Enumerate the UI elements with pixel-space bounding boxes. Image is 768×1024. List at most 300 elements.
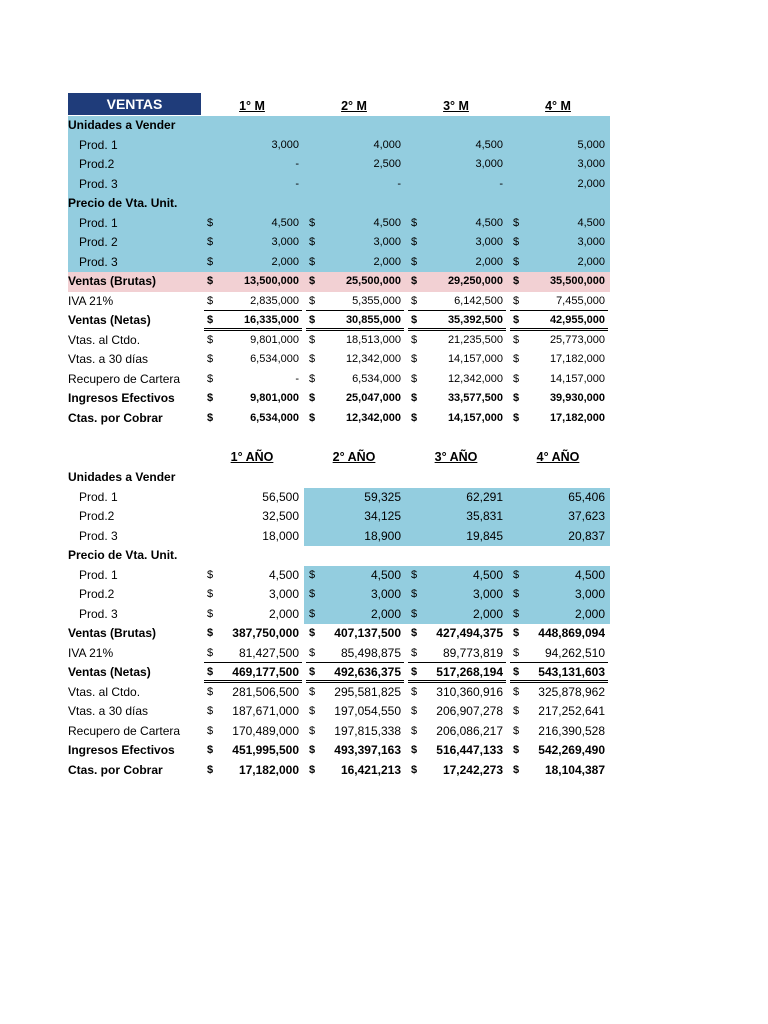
value-cell[interactable] — [510, 605, 608, 625]
value-cell[interactable] — [204, 311, 302, 331]
cell-value: 2,835,000 — [250, 294, 299, 307]
table-row — [68, 527, 608, 547]
cell-value: 85,498,875 — [340, 645, 401, 660]
table-row — [68, 194, 608, 214]
value-cell[interactable] — [204, 370, 302, 390]
value-cell[interactable] — [408, 663, 506, 683]
cell-value: 6,534,000 — [250, 411, 299, 424]
cell-value: 32,500 — [262, 509, 299, 523]
sheet-title: VENTAS — [68, 93, 201, 115]
row-label: Ventas (Brutas) — [68, 272, 202, 292]
currency-symbol: $ — [207, 255, 214, 268]
row-label: Prod.2 — [79, 509, 115, 523]
cell-value: 12,342,000 — [345, 353, 401, 365]
cell-value: 34,125 — [364, 509, 401, 523]
value-cell[interactable] — [510, 409, 608, 429]
cell-value: 9,801,000 — [250, 392, 299, 404]
value-cell[interactable] — [510, 350, 608, 370]
value-cell[interactable] — [306, 741, 404, 761]
cell-value: - — [295, 177, 299, 190]
cell-value: 2,000 — [472, 606, 503, 621]
currency-symbol: $ — [411, 607, 418, 620]
value-cell[interactable] — [306, 683, 404, 703]
value-cell[interactable] — [204, 585, 302, 605]
table-row — [68, 702, 608, 722]
row-label: Prod. 1 — [79, 489, 118, 504]
cell-value: 492,636,375 — [334, 665, 401, 679]
cell-value: 493,397,163 — [334, 743, 401, 757]
value-cell[interactable] — [408, 468, 506, 488]
year-header-3: 3° AÑO — [434, 450, 478, 464]
value-cell[interactable] — [306, 350, 404, 370]
value-cell[interactable] — [204, 272, 302, 292]
currency-symbol: $ — [411, 568, 418, 581]
value-cell[interactable] — [306, 644, 404, 664]
value-cell[interactable] — [204, 663, 302, 683]
currency-symbol: $ — [207, 411, 214, 424]
cell-value: 2,000 — [577, 255, 605, 268]
value-cell[interactable] — [204, 702, 302, 722]
currency-symbol: $ — [309, 763, 316, 776]
year-header-2: 2° AÑO — [332, 450, 376, 464]
row-label: Vtas. al Ctdo. — [68, 332, 141, 347]
value-cell[interactable] — [408, 233, 506, 253]
cell-value: 206,086,217 — [436, 723, 503, 738]
value-cell[interactable] — [510, 292, 608, 312]
value-cell[interactable] — [204, 116, 302, 136]
month-header-3: 3° M — [443, 99, 469, 113]
value-cell[interactable] — [408, 350, 506, 370]
value-cell[interactable] — [306, 409, 404, 429]
cell-value: 3,000 — [373, 236, 401, 248]
value-cell[interactable] — [204, 409, 302, 429]
cell-value: 25,773,000 — [549, 333, 605, 346]
value-cell[interactable] — [306, 175, 404, 195]
value-cell[interactable] — [408, 644, 506, 664]
currency-symbol: $ — [513, 255, 520, 268]
value-cell[interactable] — [204, 468, 302, 488]
value-cell[interactable] — [306, 722, 404, 742]
value-cell[interactable] — [306, 663, 404, 683]
cell-value: 16,421,213 — [340, 762, 401, 777]
value-cell[interactable] — [510, 311, 608, 331]
value-cell[interactable] — [306, 253, 404, 273]
row-label: Prod. 3 — [68, 253, 202, 273]
cell-value: 451,995,500 — [232, 743, 299, 757]
currency-symbol: $ — [207, 333, 214, 346]
currency-symbol: $ — [411, 588, 418, 600]
value-cell[interactable] — [408, 116, 506, 136]
currency-symbol: $ — [207, 705, 214, 717]
value-cell[interactable] — [204, 194, 302, 214]
cell-value: 448,869,094 — [538, 626, 605, 640]
cell-value: 42,955,000 — [549, 314, 605, 326]
value-cell[interactable] — [510, 331, 608, 351]
table-row — [68, 683, 608, 703]
value-cell[interactable] — [204, 546, 302, 566]
value-cell[interactable] — [510, 272, 608, 292]
value-cell[interactable] — [510, 214, 608, 234]
value-cell[interactable] — [408, 566, 506, 586]
currency-symbol: $ — [309, 411, 316, 424]
value-cell[interactable] — [408, 702, 506, 722]
cell-value: 197,815,338 — [334, 723, 401, 738]
cell-value: 25,500,000 — [345, 275, 401, 287]
value-cell[interactable] — [306, 155, 404, 175]
cell-value: 516,447,133 — [436, 743, 503, 757]
currency-symbol: $ — [411, 372, 418, 385]
value-cell[interactable] — [510, 722, 608, 742]
value-cell[interactable] — [204, 507, 302, 527]
table-row — [68, 292, 608, 312]
value-cell[interactable] — [306, 605, 404, 625]
month-header-4: 4° M — [545, 99, 571, 113]
row-label: Ingresos Efectivos — [68, 391, 175, 405]
table-row — [68, 566, 608, 586]
value-cell[interactable] — [408, 605, 506, 625]
currency-symbol: $ — [309, 275, 316, 287]
currency-symbol: $ — [207, 763, 214, 776]
currency-symbol: $ — [207, 744, 214, 756]
value-cell[interactable] — [408, 409, 506, 429]
value-cell[interactable] — [306, 116, 404, 136]
currency-symbol: $ — [309, 314, 316, 326]
table-row — [68, 761, 608, 781]
value-cell[interactable] — [306, 370, 404, 390]
value-cell[interactable] — [408, 527, 506, 547]
currency-symbol: $ — [309, 646, 316, 659]
value-cell[interactable] — [306, 527, 404, 547]
value-cell[interactable] — [408, 546, 506, 566]
value-cell[interactable] — [408, 311, 506, 331]
value-cell[interactable] — [306, 585, 404, 605]
table-row — [68, 116, 608, 136]
value-cell[interactable] — [510, 546, 608, 566]
year-header-1: 1° AÑO — [230, 450, 274, 464]
cell-value: 407,137,500 — [334, 626, 401, 640]
currency-symbol: $ — [513, 294, 520, 307]
table-row — [68, 663, 608, 683]
value-cell[interactable] — [408, 136, 506, 156]
value-cell[interactable] — [306, 311, 404, 331]
currency-symbol: $ — [207, 724, 214, 737]
currency-symbol: $ — [309, 568, 316, 581]
cell-value: 2,500 — [373, 158, 401, 170]
currency-symbol: $ — [411, 353, 418, 365]
value-cell[interactable] — [510, 389, 608, 409]
cell-value: 543,131,603 — [538, 665, 605, 679]
value-cell[interactable] — [408, 488, 506, 508]
value-cell[interactable] — [408, 292, 506, 312]
cell-value: 4,500 — [472, 567, 503, 582]
value-cell[interactable] — [306, 488, 404, 508]
currency-symbol: $ — [309, 353, 316, 365]
value-cell[interactable] — [306, 136, 404, 156]
value-cell[interactable] — [510, 194, 608, 214]
cell-value: - — [295, 158, 299, 170]
currency-symbol: $ — [513, 353, 520, 365]
value-cell[interactable] — [204, 741, 302, 761]
currency-symbol: $ — [309, 294, 316, 307]
cell-value: - — [397, 177, 401, 190]
table-row — [68, 331, 608, 351]
cell-value: 13,500,000 — [243, 275, 299, 287]
value-cell[interactable] — [510, 488, 608, 508]
value-cell[interactable] — [408, 722, 506, 742]
currency-symbol: $ — [309, 216, 316, 229]
value-cell[interactable] — [204, 253, 302, 273]
currency-symbol: $ — [513, 236, 520, 248]
value-cell[interactable] — [510, 644, 608, 664]
yearly-header-row — [68, 445, 608, 468]
row-label: Prod. 3 — [68, 175, 202, 195]
cell-value: 3,000 — [577, 236, 605, 248]
value-cell[interactable] — [510, 370, 608, 390]
currency-symbol: $ — [411, 744, 418, 756]
cell-value: 5,355,000 — [352, 294, 401, 307]
value-cell[interactable] — [408, 214, 506, 234]
cell-value: 2,000 — [373, 255, 401, 268]
currency-symbol: $ — [207, 294, 214, 307]
currency-symbol: $ — [309, 588, 316, 600]
cell-value: 3,000 — [370, 587, 401, 601]
currency-symbol: $ — [513, 646, 520, 659]
value-cell[interactable] — [408, 683, 506, 703]
cell-value: 65,406 — [568, 489, 605, 504]
table-row — [68, 644, 608, 664]
value-cell[interactable] — [306, 566, 404, 586]
monthly-sales-table — [68, 93, 608, 428]
currency-symbol: $ — [513, 607, 520, 620]
currency-symbol: $ — [207, 666, 214, 678]
cell-value: 62,291 — [466, 489, 503, 504]
monthly-header-row — [68, 93, 608, 116]
cell-value: 3,000 — [268, 587, 299, 601]
table-row — [68, 389, 608, 409]
currency-symbol: $ — [513, 744, 520, 756]
cell-value: 18,000 — [262, 528, 299, 543]
currency-symbol: $ — [513, 372, 520, 385]
table-row — [68, 409, 608, 429]
value-cell[interactable] — [510, 116, 608, 136]
value-cell[interactable] — [204, 389, 302, 409]
value-cell[interactable] — [306, 389, 404, 409]
value-cell[interactable] — [204, 761, 302, 781]
value-cell[interactable] — [510, 468, 608, 488]
cell-value: 29,250,000 — [447, 275, 503, 287]
row-label: Recupero de Cartera — [68, 723, 181, 738]
value-cell[interactable] — [408, 155, 506, 175]
currency-symbol: $ — [411, 294, 418, 307]
table-row — [68, 272, 608, 292]
currency-symbol: $ — [207, 607, 214, 620]
value-cell[interactable] — [204, 292, 302, 312]
value-cell[interactable] — [510, 507, 608, 527]
cell-value: 4,000 — [373, 138, 401, 151]
currency-symbol: $ — [309, 607, 316, 620]
cell-value: 17,182,000 — [238, 762, 299, 777]
cell-value: 18,513,000 — [345, 333, 401, 346]
value-cell[interactable] — [306, 761, 404, 781]
value-cell[interactable] — [306, 272, 404, 292]
value-cell[interactable] — [408, 624, 506, 644]
value-cell[interactable] — [510, 702, 608, 722]
cell-value: 3,000 — [472, 587, 503, 601]
value-cell[interactable] — [204, 155, 302, 175]
cell-value: 217,252,641 — [538, 704, 605, 718]
value-cell[interactable] — [510, 741, 608, 761]
value-cell[interactable] — [306, 214, 404, 234]
value-cell[interactable] — [510, 253, 608, 273]
value-cell[interactable] — [306, 292, 404, 312]
value-cell[interactable] — [510, 761, 608, 781]
value-cell[interactable] — [204, 488, 302, 508]
row-label: Unidades a Vender — [68, 470, 176, 484]
value-cell[interactable] — [204, 331, 302, 351]
currency-symbol: $ — [207, 353, 214, 365]
cell-value: 3,000 — [271, 236, 299, 248]
table-row — [68, 585, 608, 605]
row-label: Recupero de Cartera — [68, 371, 181, 386]
value-cell[interactable] — [204, 175, 302, 195]
row-label: Precio de Vta. Unit. — [68, 194, 202, 214]
value-cell[interactable] — [204, 605, 302, 625]
table-row — [68, 546, 608, 566]
currency-symbol: $ — [207, 314, 214, 326]
cell-value: 6,534,000 — [250, 353, 299, 365]
cell-value: 542,269,490 — [538, 743, 605, 757]
value-cell[interactable] — [408, 175, 506, 195]
currency-symbol: $ — [411, 392, 418, 404]
currency-symbol: $ — [411, 411, 418, 424]
value-cell[interactable] — [306, 194, 404, 214]
cell-value: 59,325 — [364, 489, 401, 504]
currency-symbol: $ — [513, 724, 520, 737]
currency-symbol: $ — [411, 236, 418, 248]
value-cell[interactable] — [306, 507, 404, 527]
currency-symbol: $ — [309, 392, 316, 404]
value-cell[interactable] — [510, 566, 608, 586]
yearly-sales-table — [68, 445, 608, 780]
value-cell[interactable] — [306, 546, 404, 566]
value-cell[interactable] — [408, 194, 506, 214]
row-label: Ctas. por Cobrar — [68, 410, 163, 425]
value-cell[interactable] — [408, 761, 506, 781]
currency-symbol: $ — [309, 333, 316, 346]
cell-value: 19,845 — [466, 528, 503, 543]
currency-symbol: $ — [309, 627, 316, 639]
value-cell[interactable] — [408, 370, 506, 390]
cell-value: 3,000 — [475, 236, 503, 248]
value-cell[interactable] — [510, 155, 608, 175]
row-label: Prod. 3 — [79, 528, 118, 543]
value-cell[interactable] — [510, 136, 608, 156]
cell-value: 4,500 — [373, 216, 401, 229]
cell-value: 7,455,000 — [556, 294, 605, 307]
cell-value: 17,182,000 — [549, 353, 605, 365]
currency-symbol: $ — [411, 627, 418, 639]
value-cell[interactable] — [306, 468, 404, 488]
cell-value: 4,500 — [574, 567, 605, 582]
value-cell[interactable] — [204, 527, 302, 547]
value-cell[interactable] — [408, 585, 506, 605]
value-cell[interactable] — [204, 214, 302, 234]
table-row — [68, 370, 608, 390]
currency-symbol: $ — [411, 646, 418, 659]
value-cell[interactable] — [408, 741, 506, 761]
cell-value: 56,500 — [262, 489, 299, 504]
value-cell[interactable] — [510, 527, 608, 547]
value-cell[interactable] — [510, 233, 608, 253]
value-cell[interactable] — [408, 507, 506, 527]
value-cell[interactable] — [306, 624, 404, 644]
cell-value: 12,342,000 — [447, 372, 503, 385]
value-cell[interactable] — [510, 585, 608, 605]
currency-symbol: $ — [513, 411, 520, 424]
value-cell[interactable] — [408, 253, 506, 273]
value-cell[interactable] — [204, 624, 302, 644]
table-row — [68, 722, 608, 742]
value-cell[interactable] — [408, 389, 506, 409]
cell-value: 4,500 — [268, 567, 299, 582]
cell-value: 469,177,500 — [232, 665, 299, 679]
value-cell[interactable] — [408, 272, 506, 292]
row-label: Ingresos Efectivos — [68, 743, 175, 757]
currency-symbol: $ — [411, 314, 418, 326]
value-cell[interactable] — [204, 136, 302, 156]
value-cell[interactable] — [510, 663, 608, 683]
table-row — [68, 488, 608, 508]
cell-value: 216,390,528 — [538, 723, 605, 738]
currency-symbol: $ — [309, 372, 316, 385]
row-label: Prod. 1 — [79, 567, 118, 582]
value-cell[interactable] — [306, 331, 404, 351]
currency-symbol: $ — [411, 255, 418, 268]
value-cell[interactable] — [408, 331, 506, 351]
cell-value: 295,581,825 — [334, 684, 401, 699]
value-cell[interactable] — [204, 566, 302, 586]
value-cell[interactable] — [204, 350, 302, 370]
row-label: Ctas. por Cobrar — [68, 762, 163, 777]
currency-symbol: $ — [513, 392, 520, 404]
value-cell[interactable] — [510, 175, 608, 195]
value-cell[interactable] — [204, 683, 302, 703]
cell-value: 9,801,000 — [250, 333, 299, 346]
cell-value: 206,907,278 — [436, 704, 503, 718]
cell-value: 4,500 — [370, 567, 401, 582]
row-label: Unidades a Vender — [68, 116, 202, 136]
currency-symbol: $ — [411, 763, 418, 776]
cell-value: 16,335,000 — [243, 314, 299, 326]
value-cell[interactable] — [204, 233, 302, 253]
cell-value: 18,104,387 — [544, 762, 605, 777]
cell-value: 2,000 — [577, 177, 605, 190]
currency-symbol: $ — [513, 588, 520, 600]
currency-symbol: $ — [207, 627, 214, 639]
value-cell[interactable] — [306, 233, 404, 253]
row-label: Vtas. a 30 días — [68, 704, 149, 718]
row-label: Prod.2 — [68, 155, 202, 175]
value-cell[interactable] — [204, 644, 302, 664]
value-cell[interactable] — [510, 683, 608, 703]
table-row — [68, 350, 608, 370]
value-cell[interactable] — [204, 722, 302, 742]
month-header-2: 2° M — [341, 99, 367, 113]
value-cell[interactable] — [306, 702, 404, 722]
currency-symbol: $ — [411, 216, 418, 229]
value-cell[interactable] — [510, 624, 608, 644]
table-row — [68, 175, 608, 195]
